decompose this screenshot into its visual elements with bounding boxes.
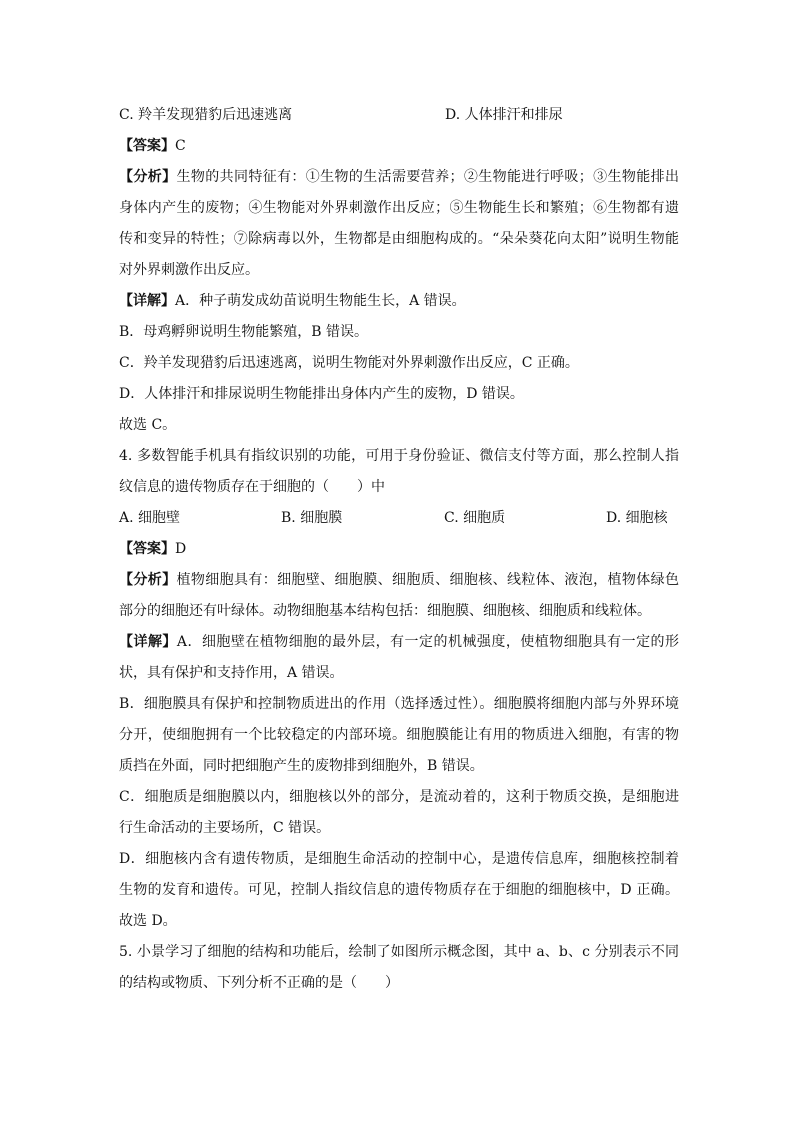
q4-stem-line: 4. 多数智能手机具有指纹识别的功能，可用于身份验证、微信支付等方面，那么控制人指 [119,448,679,464]
q4-analysis [119,565,679,627]
q3-analysis-line: 身体内产生的废物；④生物能对外界刺激作出反应；⑤生物能生长和繁殖；⑥生物都有遗 [119,200,679,216]
detail-tag: 【详解】 [119,634,177,650]
q4-detail-line: D．细胞核内含有遗传物质，是细胞生命活动的控制中心，是遗传信息库，细胞核控制着 [119,851,679,867]
q4-detail-line: 状，具有保护和支持作用，A 错误。 [119,665,344,681]
q3-analysis-line: 传和变异的特性；⑦除病毒以外，生物都是由细胞构成的。“朵朵葵花向太阳”说明生物能 [119,231,679,247]
q4-option-b: B. 细胞膜 [281,510,343,526]
q3-analysis-line: 【分析】生物的共同特征有：①生物的生活需要营养；②生物能进行呼吸；③生物能排出 [119,169,679,185]
q4-conclusion: 故选 D。 [119,913,177,929]
answer-value: D [175,541,187,557]
q4-detail [119,627,679,937]
q4-detail-line: 行生命活动的主要场所，C 错误。 [119,820,331,836]
q3-detail-line: D．人体排汗和排尿说明生物能排出身体内产生的废物，D 错误。 [119,386,524,402]
q5-stem-line: 的结构或物质、下列分析不正确的是（ ） [119,975,399,991]
q3-option-d: D. 人体排汗和排尿 [445,107,563,123]
q3-detail-line: B．母鸡孵卵说明生物能繁殖，B 错误。 [119,324,369,340]
q4-detail-line: 生物的发育和遗传。可见，控制人指纹信息的遗传物质存在于细胞的细胞核中，D 正确。 [119,882,679,898]
q3-analysis-line: 对外界刺激作出反应。 [119,262,259,278]
q4-option-d: D. 细胞核 [606,510,668,526]
answer-value: C [175,138,186,154]
analysis-tag: 【分析】 [119,169,177,185]
q4-detail-line: C．细胞质是细胞膜以内，细胞核以外的部分，是流动着的，这利于物质交换，是细胞进 [119,789,679,805]
detail-tag: 【详解】 [119,293,175,309]
q3-analysis [119,162,679,286]
q4-detail-line: 分开，使细胞拥有一个比较稳定的内部环境。细胞膜能让有用的物质进入细胞，有害的物 [119,727,679,743]
q4-detail-line: B．细胞膜具有保护和控制物质进出的作用（选择透过性）。细胞膜将细胞内部与外界环境 [119,696,679,712]
q4-detail-line: 质挡在外面，同时把细胞产生的废物排到细胞外，B 错误。 [119,758,484,774]
q3-conclusion: 故选 C。 [119,417,177,433]
q5-stem [119,937,679,999]
q3-option-c: C. 羚羊发现猎豹后迅速逃离 [119,107,293,123]
q4-option-a: A. 细胞壁 [119,510,181,526]
q3-options-row [119,100,679,131]
q4-analysis-line: 【分析】植物细胞具有：细胞壁、细胞膜、细胞质、细胞核、线粒体、液泡，植物体绿色 [119,572,679,588]
q4-option-c: C. 细胞质 [444,510,506,526]
analysis-tag: 【分析】 [119,572,177,588]
answer-tag: 【答案】 [119,541,175,557]
document-page [119,100,679,999]
q4-stem [119,441,679,503]
q4-detail-line: 【详解】A．细胞壁在植物细胞的最外层，有一定的机械强度，使植物细胞具有一定的形 [119,634,679,650]
q3-answer [119,131,679,162]
q4-analysis-line: 部分的细胞还有叶绿体。动物细胞基本结构包括：细胞膜、细胞核、细胞质和线粒体。 [119,603,651,619]
q4-options-row [119,503,679,534]
q4-answer [119,534,679,565]
answer-tag: 【答案】 [119,138,175,154]
q5-stem-line: 5. 小景学习了细胞的结构和功能后，绘制了如图所示概念图，其中 a、b、c 分别表示不同 [119,944,679,960]
q3-detail-line: 【详解】A．种子萌发成幼苗说明生物能生长，A 错误。 [119,293,466,309]
q4-stem-line: 纹信息的遗传物质存在于细胞的（ ）中 [119,479,385,495]
q3-detail-line: C．羚羊发现猎豹后迅速逃离，说明生物能对外界刺激作出反应，C 正确。 [119,355,579,371]
